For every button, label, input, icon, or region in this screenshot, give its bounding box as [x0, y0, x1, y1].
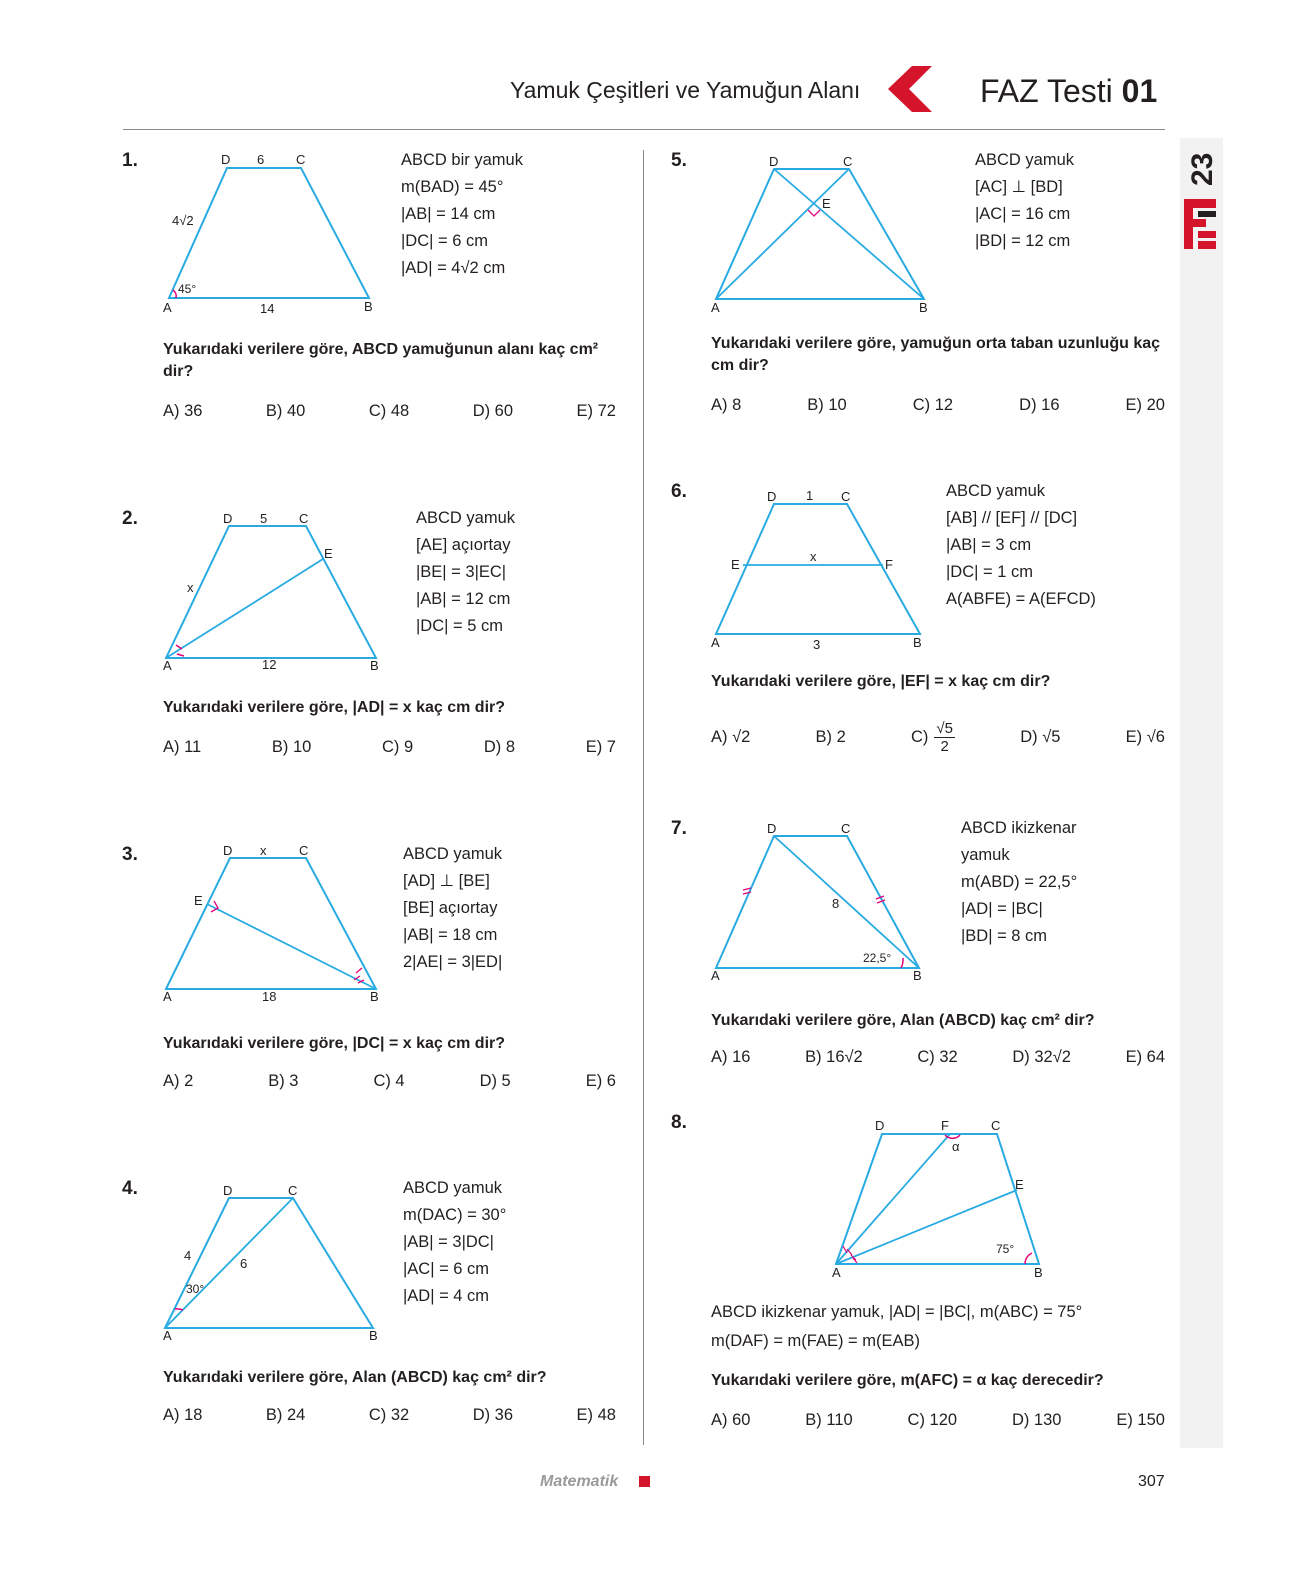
given-line-q8: m(DAF) = m(FAE) = m(EAB)	[711, 1332, 921, 1350]
side-label-top: 1	[806, 488, 814, 503]
given-item: ABCD yamuk	[403, 845, 503, 863]
given-item: ABCD yamuk	[946, 482, 1046, 500]
option-b[interactable]: B) 16√2	[805, 1048, 863, 1066]
question-text: Yukarıdaki verilere göre, |DC| = x kaç cm dir?	[163, 1035, 506, 1052]
answer-options-q2	[163, 738, 616, 757]
given-item: |DC| = 5 cm	[416, 617, 503, 635]
question-number: 5.	[671, 150, 687, 171]
vertex-label-a: A	[163, 658, 172, 673]
option-d[interactable]: D) 8	[483, 738, 516, 756]
option-b[interactable]: B) 10	[807, 396, 847, 414]
option-c[interactable]: C) 4	[373, 1072, 405, 1090]
footer-subject: Matematik	[540, 1473, 619, 1490]
fraction-numerator: √5	[936, 720, 953, 737]
option-e[interactable]: E) 7	[585, 738, 616, 756]
option-b[interactable]: B) 3	[268, 1072, 299, 1090]
given-item: |AC| = 16 cm	[975, 205, 1071, 223]
side-label-top: 5	[260, 511, 268, 526]
side-tab-number: 23	[1186, 152, 1219, 186]
chapter-subtitle: Yamuk Çeşitleri ve Yamuğun Alanı	[510, 77, 861, 103]
question-number: 2.	[122, 508, 138, 529]
option-c[interactable]: C) 32	[368, 1406, 410, 1424]
vertex-label-b: B	[370, 989, 379, 1004]
given-line-q8: ABCD ikizkenar yamuk, |AD| = |BC|, m(ABC) = 75°	[711, 1303, 1083, 1321]
given-item: |AB| = 3|DC|	[403, 1233, 494, 1251]
given-item: [AD] ⊥ [BE]	[403, 872, 490, 890]
point-label-e: E	[822, 196, 831, 211]
option-d[interactable]: D) 36	[472, 1406, 514, 1424]
vertex-label-d: D	[767, 489, 777, 504]
vertex-label-d: D	[769, 154, 779, 169]
vertex-label-c: C	[288, 1183, 298, 1198]
question-text: Yukarıdaki verilere göre, Alan (ABCD) kaç cm² dir?	[711, 1012, 1095, 1029]
option-d[interactable]: D) 32√2	[1012, 1048, 1071, 1066]
side-label-top: x	[260, 843, 267, 858]
vertex-label-c: C	[841, 821, 851, 836]
diagonal-label: 8	[832, 896, 840, 911]
vertex-label-b: B	[370, 658, 379, 673]
point-label-f: F	[941, 1118, 949, 1133]
side-label-left: x	[187, 580, 194, 595]
angle-label: 30°	[186, 1282, 205, 1296]
given-item: ABCD bir yamuk	[401, 151, 523, 169]
test-title-number: 01	[1121, 73, 1158, 109]
vertex-label-a: A	[711, 300, 720, 315]
point-label-e: E	[1015, 1177, 1024, 1192]
question-text: Yukarıdaki verilere göre, |EF| = x kaç cm dir?	[711, 673, 1051, 690]
option-a[interactable]: A) 2	[163, 1072, 194, 1090]
option-a[interactable]: A) 18	[163, 1406, 203, 1424]
side-label-bottom: 3	[813, 637, 821, 652]
option-e[interactable]: E) 150	[1116, 1411, 1165, 1429]
trapezoid-figure-q3	[150, 842, 390, 1008]
side-label-top: 6	[257, 152, 265, 167]
given-list-q5	[975, 147, 1074, 255]
option-a[interactable]: A) 11	[163, 738, 202, 756]
option-e[interactable]: E) 48	[576, 1406, 616, 1424]
question-text: Yukarıdaki verilere göre, m(AFC) = α kaç derecedir?	[711, 1372, 1104, 1389]
answer-options-q8	[711, 1411, 1165, 1430]
answer-options-q1	[163, 402, 616, 421]
option-d[interactable]: D) 130	[1011, 1411, 1062, 1429]
vertex-label-b: B	[913, 635, 922, 650]
vertex-label-c: C	[299, 843, 309, 858]
vertex-label-c: C	[299, 511, 309, 526]
given-item: yamuk	[961, 846, 1010, 864]
trapezoid-figure-q7	[700, 818, 940, 986]
vertex-label-b: B	[364, 299, 373, 314]
vertex-label-d: D	[221, 152, 231, 167]
vertex-label-d: D	[223, 843, 233, 858]
option-e[interactable]: E) 72	[576, 402, 616, 420]
given-item: [AB] // [EF] // [DC]	[946, 509, 1078, 527]
page-number: 307	[1138, 1473, 1165, 1490]
point-label-f: F	[885, 557, 893, 572]
option-c[interactable]: C) 32	[917, 1048, 958, 1066]
question-text: Yukarıdaki verilere göre, ABCD yamuğunun alanı kaç cm² dir?	[163, 341, 599, 380]
vertex-label-a: A	[832, 1265, 841, 1280]
given-item: |AD| = |BC|	[961, 900, 1043, 918]
angle-label: 45°	[178, 282, 197, 296]
side-label-bottom: 18	[262, 989, 277, 1004]
option-c[interactable]: C) 12	[912, 396, 954, 414]
answer-options-q6	[711, 720, 1165, 755]
vertex-label-b: B	[919, 300, 928, 315]
given-item: |BD| = 8 cm	[961, 927, 1048, 945]
question-text: Yukarıdaki verilere göre, yamuğun orta taban uzunluğu kaç cm dir?	[711, 335, 1161, 374]
vertex-label-c: C	[841, 489, 851, 504]
vertex-label-c: C	[296, 152, 306, 167]
option-b[interactable]: B) 2	[815, 728, 846, 746]
given-item: |AD| = 4 cm	[403, 1287, 490, 1305]
given-item: 2|AE| = 3|ED|	[403, 953, 503, 971]
fraction-denominator: 2	[940, 738, 949, 755]
answer-options-q5	[711, 396, 1165, 415]
vertex-label-a: A	[163, 989, 172, 1004]
option-e[interactable]: E) 20	[1125, 396, 1165, 414]
side-tab	[1180, 138, 1223, 1448]
question-number: 1.	[122, 150, 138, 171]
question-number: 8.	[671, 1112, 687, 1133]
given-item: |BE| = 3|EC|	[416, 563, 507, 581]
trapezoid-figure-q5	[700, 150, 940, 318]
angle-label: 75°	[996, 1242, 1015, 1256]
option-b[interactable]: B) 24	[265, 1406, 306, 1424]
given-item: [AE] açıortay	[416, 536, 511, 554]
header-divider	[123, 129, 1165, 130]
option-c-letter: C)	[911, 728, 929, 746]
side-label-left: 4	[184, 1248, 192, 1263]
vertex-label-d: D	[223, 511, 233, 526]
given-item: |AC| = 6 cm	[403, 1260, 490, 1278]
point-label-e: E	[324, 546, 333, 561]
option-a[interactable]: A) √2	[711, 728, 751, 746]
option-e[interactable]: E) 6	[585, 1072, 616, 1090]
question-number: 3.	[122, 844, 138, 865]
option-e[interactable]: E) √6	[1125, 728, 1165, 746]
given-item: |AB| = 3 cm	[946, 536, 1032, 554]
point-label-e: E	[194, 893, 203, 908]
vertex-label-a: A	[711, 968, 720, 983]
given-item: |AB| = 14 cm	[401, 205, 496, 223]
given-item: m(BAD) = 45°	[401, 178, 504, 196]
vertex-label-d: D	[875, 1118, 885, 1133]
option-b[interactable]: B) 40	[265, 402, 306, 420]
option-c[interactable]	[911, 720, 955, 755]
option-c[interactable]: C) 9	[382, 738, 414, 756]
option-d[interactable]: D) 60	[472, 402, 514, 420]
trapezoid-figure-q1	[150, 148, 390, 320]
vertex-label-c: C	[843, 154, 853, 169]
given-item: ABCD yamuk	[975, 151, 1075, 169]
side-label-left: 4√2	[172, 213, 194, 228]
given-item: [BE] açıortay	[403, 899, 498, 917]
given-item: A(ABFE) = A(EFCD)	[946, 590, 1096, 608]
vertex-label-d: D	[223, 1183, 233, 1198]
faz-logo-icon	[1184, 199, 1216, 249]
vertex-label-a: A	[163, 300, 172, 315]
fraction	[934, 720, 955, 755]
trapezoid-figure-q4	[150, 1178, 390, 1346]
column-divider	[643, 150, 644, 1445]
option-a[interactable]: A) 16	[711, 1048, 751, 1066]
question-text: Yukarıdaki verilere göre, |AD| = x kaç cm dir?	[163, 699, 506, 716]
given-item: |AB| = 18 cm	[403, 926, 498, 944]
test-title	[980, 73, 1157, 110]
vertex-label-a: A	[711, 635, 720, 650]
side-label-bottom: 14	[260, 301, 275, 316]
given-item: |AD| = 4√2 cm	[401, 259, 506, 277]
given-list-q6	[946, 478, 1096, 613]
given-list-q4	[403, 1175, 506, 1310]
option-a[interactable]: A) 36	[163, 402, 203, 420]
test-title-prefix: FAZ Testi	[980, 73, 1113, 109]
option-c[interactable]: C) 48	[368, 402, 410, 420]
answer-options-q4	[163, 1406, 616, 1425]
trapezoid-figure-q2	[150, 508, 390, 676]
given-item: ABCD ikizkenar	[961, 819, 1077, 837]
option-b[interactable]: B) 110	[805, 1411, 853, 1429]
vertex-label-c: C	[991, 1118, 1001, 1133]
given-item: ABCD yamuk	[403, 1179, 503, 1197]
vertex-label-d: D	[767, 821, 777, 836]
diagonal-label: 6	[240, 1256, 248, 1271]
given-item: |DC| = 1 cm	[946, 563, 1033, 581]
point-label-e: E	[731, 557, 740, 572]
given-item: |DC| = 6 cm	[401, 232, 488, 250]
vertex-label-b: B	[913, 968, 922, 983]
option-e[interactable]: E) 64	[1125, 1048, 1165, 1066]
side-label-bottom: 12	[262, 657, 277, 672]
given-list-q7	[961, 815, 1077, 950]
given-item: m(ABD) = 22,5°	[961, 873, 1078, 891]
given-item: [AC] ⊥ [BD]	[975, 178, 1063, 196]
option-b[interactable]: B) 10	[271, 738, 312, 756]
given-item: ABCD yamuk	[416, 509, 516, 527]
segment-label-mid: x	[810, 549, 817, 564]
angle-label: 22,5°	[863, 951, 892, 965]
option-c[interactable]: C) 120	[907, 1411, 958, 1429]
given-item: |BD| = 12 cm	[975, 232, 1071, 250]
question-number: 6.	[671, 481, 687, 502]
answer-options-q3	[163, 1072, 616, 1091]
trapezoid-figure-q6	[700, 484, 940, 656]
answer-options-q7	[711, 1048, 1165, 1067]
footer-square-icon	[639, 1476, 650, 1487]
option-d[interactable]: D) √5	[1020, 728, 1061, 746]
question-text: Yukarıdaki verilere göre, Alan (ABCD) kaç cm² dir?	[163, 1369, 547, 1386]
angle-label-alpha: α	[952, 1139, 960, 1154]
vertex-label-b: B	[369, 1328, 378, 1343]
given-list-q3	[403, 841, 502, 976]
question-number: 4.	[122, 1178, 138, 1199]
question-number: 7.	[671, 818, 687, 839]
option-d[interactable]: D) 5	[479, 1072, 511, 1090]
vertex-label-a: A	[163, 1328, 172, 1343]
given-item: |AB| = 12 cm	[416, 590, 511, 608]
trapezoid-figure-q8	[825, 1115, 1057, 1285]
option-a[interactable]: A) 60	[711, 1411, 751, 1429]
chevron-left-icon	[888, 66, 932, 112]
given-list-q2	[416, 505, 515, 640]
vertex-label-b: B	[1034, 1265, 1043, 1280]
option-a[interactable]: A) 8	[711, 396, 742, 414]
given-item: m(DAC) = 30°	[403, 1206, 507, 1224]
option-d[interactable]: D) 16	[1019, 396, 1060, 414]
given-list-q1	[401, 147, 523, 282]
